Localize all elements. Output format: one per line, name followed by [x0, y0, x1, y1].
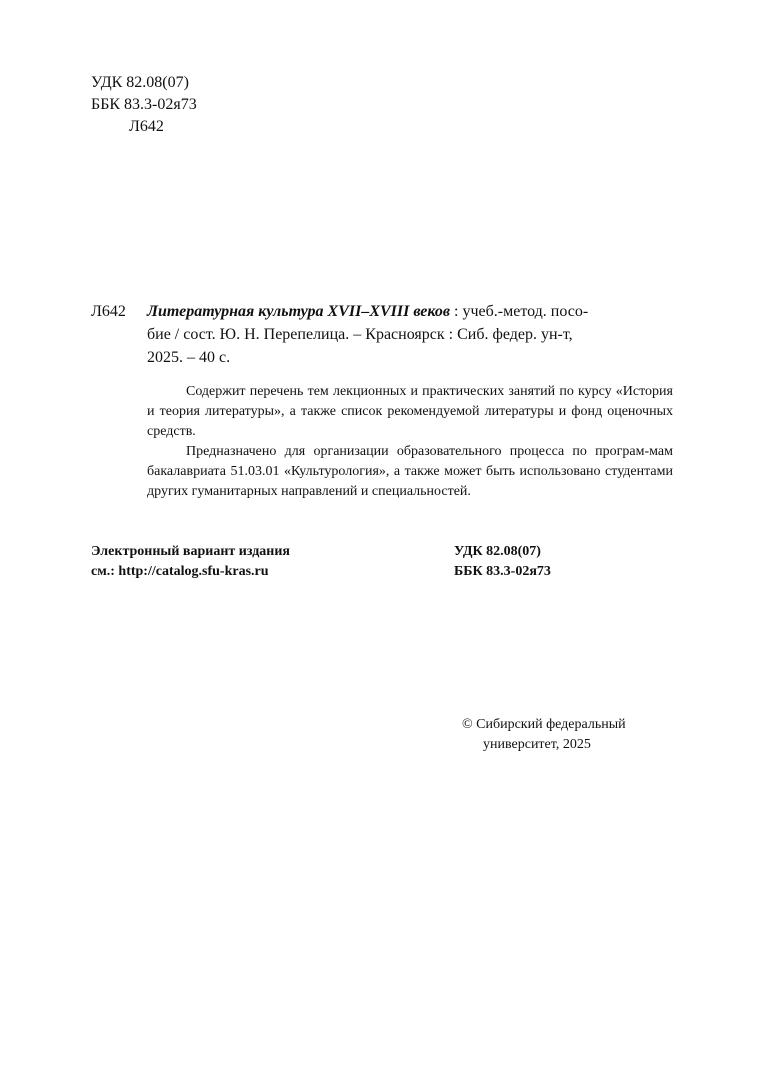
electronic-version-line2: см.: http://catalog.sfu-kras.ru [91, 564, 269, 579]
bbk-code: ББК 83.3-02я73 [91, 96, 197, 113]
copyright-line1: © Сибирский федеральный [462, 717, 626, 732]
book-title: Литературная культура XVII–XVIII веков [147, 303, 451, 320]
udk-code: УДК 82.08(07) [91, 74, 189, 91]
annotation [147, 382, 673, 502]
biblio-description [147, 300, 681, 369]
footer-udk-code: УДК 82.08(07) [454, 544, 541, 559]
bibliographic-record [91, 300, 681, 369]
author-mark: Л642 [129, 118, 164, 135]
copyright-notice [462, 715, 626, 755]
annotation-paragraph-1: Содержит перечень тем лекционных и практических занятий по курсу «История и теория литературы», а также список рекомендуемой литературы и фонд оценочных средств. [147, 384, 673, 439]
biblio-line2: бие / сост. Ю. Н. Перепелица. – Красноярск : Сиб. федер. ун-т, [147, 326, 573, 343]
electronic-version-note [91, 542, 290, 582]
footer-bbk-code: ББК 83.3-02я73 [454, 564, 551, 579]
classification-block [91, 72, 197, 138]
annotation-paragraph-2: Предназначено для организации образовательного процесса по програм-мам бакалавриата 51.03.01 «Культурология», а также может быть использовано студентами других гуманитарных направлений и специальностей. [147, 444, 673, 499]
footer-classification-codes [454, 542, 551, 582]
electronic-version-line1: Электронный вариант издания [91, 544, 290, 559]
biblio-line3: 2025. – 40 с. [147, 349, 231, 366]
biblio-author-mark: Л642 [91, 303, 126, 320]
biblio-line1-rest: : учеб.-метод. посо- [450, 303, 589, 320]
copyright-line2: университет, 2025 [483, 737, 591, 752]
